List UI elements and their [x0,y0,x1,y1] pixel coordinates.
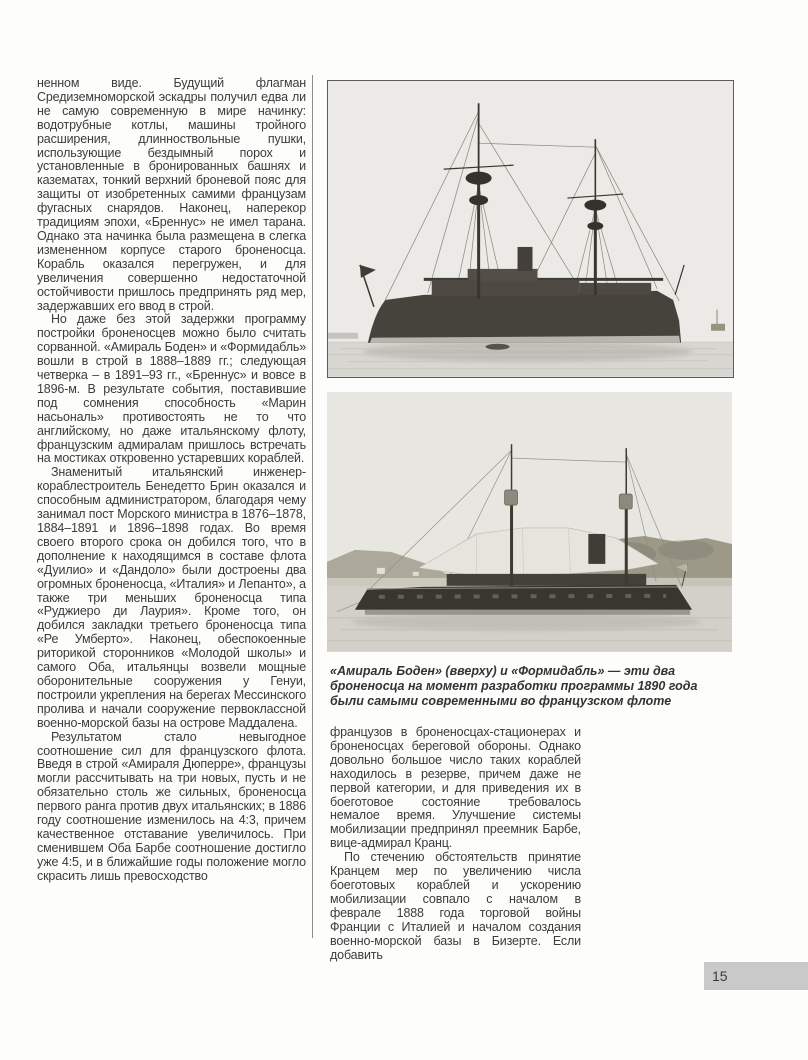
hull [368,291,681,343]
photo-formidable [327,392,732,652]
text-paragraph: ненном виде. Будущий флагман Средиземноморской эскадры получил едва ли не самую современную в мире начинку: водотрубные котлы, машины тройного расширения, длинноствольные пушки, использующие бездымный порох и установленные в бронированных башнях и казематах, тонкий верхний броневой пояс для защиты от изобретенных самими французам фугасных снарядов. Наконец, наперекор традициям эпохи, «Бреннус» не имел тарана. Однако эта начинка была размещена в слегка измененном корпусе старого броненосца. Корабль оказался перегружен, и для увеличения совершенно недостаточной остойчивости пришлось предпринять ряд мер, задержавших его ввод в строй. [37,76,306,313]
left-text-column [37,77,306,884]
page-number: 15 [712,968,728,984]
photo-caption: «Амираль Боден» (вверху) и «Формидабль» — эти два броненосца на момент разработки программы 1890 года были самыми современными во французском флоте [330,664,698,708]
foremast [477,173,480,299]
funnel [518,247,533,271]
text-paragraph: Результатом стало невыгодное соотношение сил для французского флота. Введя в строй «Амираля Дюперре», французы могли рассчитывать на три новых, пусть и не обязательно столь же сильных, броненосца первого ранга против двух итальянских; в 1886 году соотношение изменилось на 4:3, причем качественное отставание увеличилось. При сменившем Оба Барбе соотношение достигло уже 4:5, и в ближайшие годы положение могло скрасить лишь превосходство [37,729,306,883]
right-text-column [330,726,581,962]
text-paragraph: По стечению обстоятельств принятие Кранцем мер по увеличению числа боеготовых кораблей и ускорению мобилизации совпало с началом в феврале 1888 года торговой войны Франции с Италией и началом создания военно-морской базы в Бизерте. Если добавить [330,850,581,962]
text-paragraph: Но даже без этой задержки программу постройки броненосцев можно было считать сорванной. «Амираль Боден» и «Формидабль» вошли в строй в 1888–1889 гг.; следующая четверка – в 1891–93 гг., «Бреннус» и вовсе в 1896-м. В результате события, поставившие под сомнения способность «Марин насьональ» противостоять не то что английскому, но даже итальянскому флоту, французским адмиралам пришлось встречать на мостиках откровенно устаревших кораблей. [37,312,306,466]
text-paragraph: Знаменитый итальянский инженер-кораблестроитель Бенедетто Брин оказался и способным администратором, благодаря чему занимал пост Морского министра в 1876–1878, 1884–1891 и 1896–1898 годах. Во время своего второго срока он добился того, что в дополнение к находящимся в составе флота «Дуилио» и «Дандоло» были достроены два огромных броненосца, «Италия» и Лепанто», а также три меньших броненосца типа «Руджиеро ди Лаурия». Кроме того, он добился закладки третьего броненосца типа «Ре Умберто». Наконец, обеспокоенные риторикой сторонников «Молодой школы» и самого Оба, итальянцы возвели мощные оборонительные сооружения у Генуи, построили укрепления на берегах Мессинского пролива и начали сооружение первоклассной военно-морской базы на острове Маддалена. [37,465,306,730]
funnel [588,534,605,564]
column-divider [312,75,313,938]
page-number-box [704,962,808,990]
text-paragraph: французов в броненосцах-стационерах и броненосцах береговой обороны. Однако довольно большое число таких кораблей находилось в резерве, причем даже не первой категории, и для приведения их в боеготовое состояние требовалось немалое время. Улучшение системы мобилизации предпринял преемник Барбе, вице-адмирал Кранц. [330,725,581,851]
mainmast [594,201,597,295]
rowboat [486,344,510,350]
battleship-amiral-baudin-illustration [328,81,733,377]
battleship-formidable-illustration [327,392,732,652]
photo-amiral-baudin [327,80,734,378]
